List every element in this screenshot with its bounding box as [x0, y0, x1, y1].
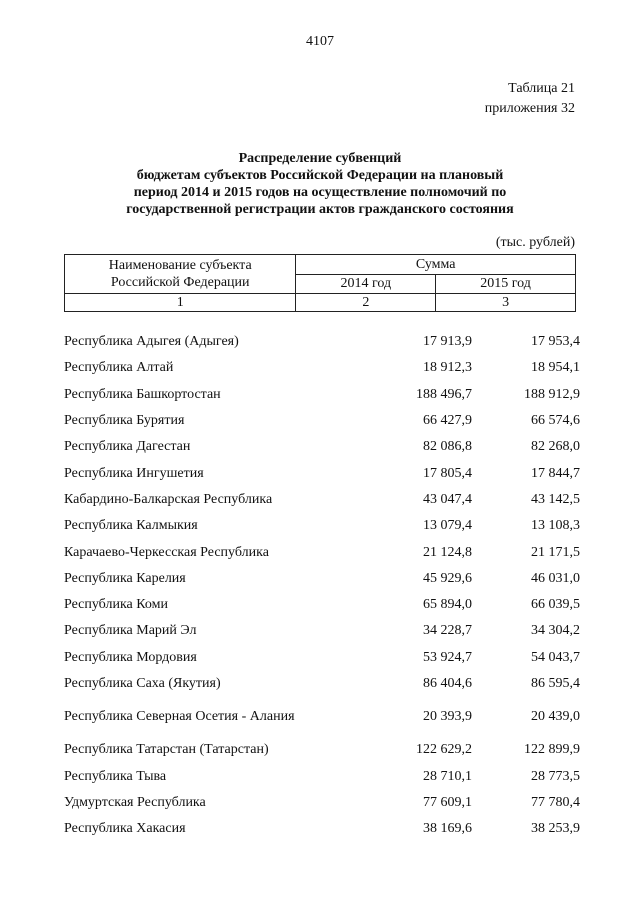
row-value-2014: 43 047,4 [423, 491, 472, 507]
units-label: (тыс. рублей) [495, 235, 575, 250]
header-name-line1: Наименование субъекта [108, 258, 252, 273]
title-line3: период 2014 и 2015 годов на осуществление полномочий по [133, 185, 507, 200]
row-value-2014: 188 496,7 [416, 386, 472, 402]
row-value-2014: 65 894,0 [423, 597, 472, 613]
header-name-cell [65, 255, 296, 294]
table-row [64, 763, 580, 789]
row-name: Республика Башкортостан [64, 386, 221, 402]
row-name: Республика Хакасия [64, 821, 186, 837]
row-value-2015: 38 253,9 [531, 821, 580, 837]
table-label-line1: Таблица 21 [508, 81, 575, 96]
row-value-2015: 188 912,9 [524, 386, 580, 402]
row-value-2015: 122 899,9 [524, 742, 580, 758]
row-value-2014: 38 169,6 [423, 821, 472, 837]
row-value-2014: 28 710,1 [423, 768, 472, 784]
row-value-2014: 17 805,4 [423, 465, 472, 481]
header-year-2014: 2014 год [296, 274, 436, 294]
header-col-number-3: 3 [436, 294, 576, 312]
title-line1: Распределение субвенций [238, 151, 402, 166]
table-body [64, 329, 580, 842]
table-row [64, 487, 580, 513]
row-value-2014: 66 427,9 [423, 413, 472, 429]
table-row [64, 816, 580, 842]
table-row [64, 618, 580, 644]
table-header [64, 254, 576, 312]
table-row [64, 671, 580, 697]
row-name: Республика Бурятия [64, 413, 185, 429]
row-name: Республика Дагестан [64, 439, 191, 455]
row-value-2014: 17 913,9 [423, 334, 472, 350]
header-col-number-1: 1 [65, 294, 296, 312]
row-value-2015: 46 031,0 [531, 570, 580, 586]
table-row [64, 355, 580, 381]
row-value-2015: 21 171,5 [531, 544, 580, 560]
table-row [64, 592, 580, 618]
row-value-2015: 18 954,1 [531, 360, 580, 376]
row-value-2015: 13 108,3 [531, 518, 580, 534]
table-row [64, 382, 580, 408]
table-row [64, 645, 580, 671]
row-name: Республика Марий Эл [64, 623, 197, 639]
row-value-2015: 82 268,0 [531, 439, 580, 455]
title-line4: государственной регистрации актов гражданского состояния [126, 202, 514, 217]
table-row [64, 566, 580, 592]
row-value-2015: 66 039,5 [531, 597, 580, 613]
table-label [485, 79, 575, 119]
table-row [64, 697, 580, 737]
row-name: Республика Адыгея (Адыгея) [64, 334, 239, 350]
row-value-2015: 43 142,5 [531, 491, 580, 507]
row-value-2015: 17 953,4 [531, 334, 580, 350]
header-name-line2: Российской Федерации [110, 275, 250, 290]
row-name: Кабардино-Балкарская Республика [64, 491, 273, 507]
title-line2: бюджетам субъектов Российской Федерации на плановый [136, 168, 504, 183]
row-name: Карачаево-Черкесская Республика [64, 544, 269, 560]
row-value-2015: 77 780,4 [531, 794, 580, 810]
table-row [64, 737, 580, 763]
row-value-2014: 18 912,3 [423, 360, 472, 376]
row-value-2014: 122 629,2 [416, 742, 472, 758]
row-name: Республика Коми [64, 597, 168, 613]
row-value-2015: 54 043,7 [531, 649, 580, 665]
row-name: Республика Ингушетия [64, 465, 204, 481]
row-name: Республика Татарстан (Татарстан) [64, 742, 269, 758]
row-value-2015: 34 304,2 [531, 623, 580, 639]
row-name: Удмуртская Республика [64, 794, 206, 810]
table-row [64, 790, 580, 816]
row-value-2014: 82 086,8 [423, 439, 472, 455]
row-value-2015: 20 439,0 [531, 709, 580, 725]
row-name: Республика Калмыкия [64, 518, 198, 534]
header-sum-cell: Сумма [296, 255, 576, 275]
row-name: Республика Алтай [64, 360, 174, 376]
table-row [64, 408, 580, 434]
page-number: 4107 [306, 34, 334, 49]
table-row [64, 329, 580, 355]
row-name: Республика Тыва [64, 768, 167, 784]
row-value-2014: 34 228,7 [423, 623, 472, 639]
row-value-2014: 77 609,1 [423, 794, 472, 810]
row-name: Республика Саха (Якутия) [64, 676, 221, 691]
row-value-2014: 53 924,7 [423, 649, 472, 665]
row-name: Республика Карелия [64, 570, 186, 586]
table-row [64, 513, 580, 539]
table-row [64, 460, 580, 486]
table-row [64, 539, 580, 565]
row-name: Республика Мордовия [64, 649, 197, 665]
row-value-2015: 86 595,4 [531, 676, 580, 691]
document-title [0, 150, 640, 218]
row-value-2015: 28 773,5 [531, 768, 580, 784]
row-value-2014: 13 079,4 [423, 518, 472, 534]
row-value-2014: 86 404,6 [423, 676, 472, 691]
row-value-2014: 21 124,8 [423, 544, 472, 560]
row-name: Республика Северная Осетия - Алания [64, 709, 295, 725]
header-year-2015: 2015 год [436, 274, 576, 294]
row-value-2014: 45 929,6 [423, 570, 472, 586]
table-label-line2: приложения 32 [484, 101, 575, 116]
header-col-number-2: 2 [296, 294, 436, 312]
row-value-2015: 17 844,7 [531, 465, 580, 481]
row-value-2015: 66 574,6 [531, 413, 580, 429]
table-row [64, 434, 580, 460]
row-value-2014: 20 393,9 [423, 709, 472, 725]
